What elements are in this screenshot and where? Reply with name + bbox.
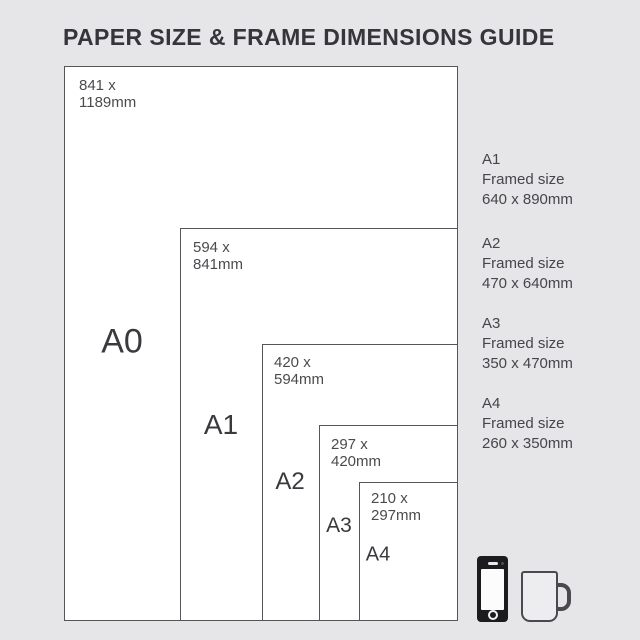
legend-a4-size: A4: [482, 395, 501, 412]
legend-a1-size: A1: [482, 151, 501, 168]
legend-a4-label: Framed size: [482, 415, 565, 432]
legend-a1-dimensions: 640 x 890mm: [482, 191, 573, 208]
paper-a0-width: 841 x: [79, 77, 116, 94]
smartphone-screen: [481, 569, 504, 610]
smartphone-icon: [477, 556, 508, 622]
legend-item-a1: [482, 150, 573, 210]
paper-a3-height: 420mm: [331, 453, 382, 470]
legend-a4-dimensions: 260 x 350mm: [482, 435, 573, 452]
paper-a1-dimensions: [193, 239, 243, 273]
legend-a3-dimensions: 350 x 470mm: [482, 355, 573, 372]
legend-item-a3: [482, 314, 573, 374]
smartphone-camera-dot: [501, 562, 504, 565]
paper-a4-label: A4: [365, 543, 391, 566]
legend-a2-label: Framed size: [482, 255, 565, 272]
page-title: PAPER SIZE & FRAME DIMENSIONS GUIDE: [63, 24, 555, 50]
legend-a2-dimensions: 470 x 640mm: [482, 275, 573, 292]
paper-a1-label: A1: [203, 409, 239, 440]
paper-a0-height: 1189mm: [79, 94, 137, 111]
legend-a3-size: A3: [482, 315, 501, 332]
paper-a4-height: 297mm: [371, 507, 422, 524]
legend-a1-label: Framed size: [482, 171, 565, 188]
paper-a2-height: 594mm: [274, 371, 325, 388]
legend-item-a2: [482, 234, 573, 294]
paper-a2-width: 420 x: [274, 354, 311, 371]
legend-item-a4: [482, 394, 573, 454]
paper-a0-label: A0: [101, 322, 143, 361]
paper-a0-dimensions: [79, 77, 136, 111]
paper-a4-width: 210 x: [371, 490, 408, 507]
mug-icon: [521, 571, 558, 622]
paper-a3-dimensions: [331, 436, 381, 470]
legend-a3-label: Framed size: [482, 335, 565, 352]
paper-a2-dimensions: [274, 354, 324, 388]
smartphone-home-button: [488, 610, 498, 620]
smartphone-speaker: [488, 562, 498, 565]
paper-a3-label: A3: [326, 514, 352, 537]
paper-a3-width: 297 x: [331, 436, 368, 453]
paper-a1-width: 594 x: [193, 239, 230, 256]
paper-a1-height: 841mm: [193, 256, 244, 273]
paper-a4-dimensions: [371, 490, 421, 524]
legend-a2-size: A2: [482, 235, 501, 252]
paper-a2-label: A2: [275, 468, 305, 495]
